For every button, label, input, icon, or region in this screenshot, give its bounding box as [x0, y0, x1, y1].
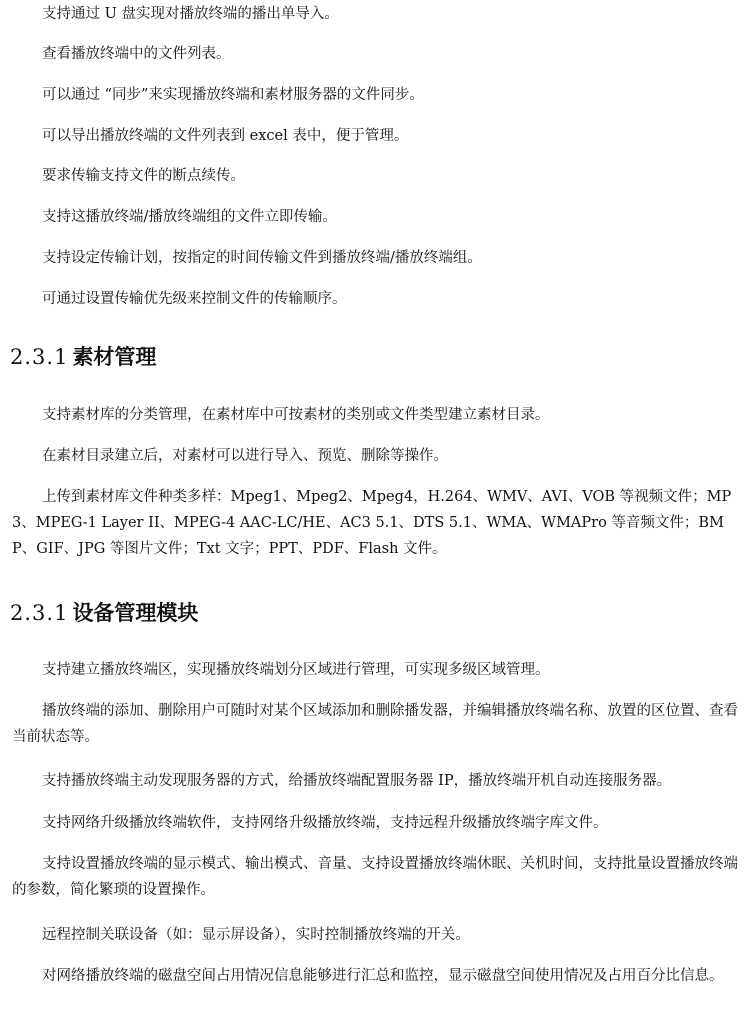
intro-paragraph: 可以通过 “同步”来实现播放终端和素材服务器的文件同步。 [42, 87, 424, 103]
intro-paragraph: 支持这播放终端/播放终端组的文件立即传输。 [42, 209, 337, 225]
intro-paragraph: 可以导出播放终端的文件列表到 excel 表中，便于管理。 [42, 128, 409, 144]
section-heading-device [10, 598, 198, 628]
section-paragraph: 支持素材库的分类管理，在素材库中可按素材的类别或文件类型建立素材目录。 [42, 407, 550, 423]
section-paragraph: 上传到素材库文件种类多样：Mpeg1、Mpeg2、Mpeg4，H.264、WMV、AVI、VOB 等视频文件；MP3、MPEG-1 Layer II、MPEG-4 AAC-LC/HE、AC3 5.1、DTS 5.1、WMA、WMAPro 等音频文件；BMP、GIF、JPG 等图片文件；Txt 文字；PPT、PDF、Flash 文件。 [12, 489, 732, 557]
section-paragraph: 支持设置播放终端的显示模式、输出模式、音量、支持设置播放终端休眠、关机时间，支持批量设置播放终端的参数，简化繁琐的设置操作。 [12, 856, 738, 898]
section-paragraph: 支持播放终端主动发现服务器的方式，给播放终端配置服务器 IP，播放终端开机自动连接服务器。 [42, 773, 672, 789]
section-paragraph: 对网络播放终端的磁盘空间占用情况信息能够进行汇总和监控，显示磁盘空间使用情况及占用百分比信息。 [42, 968, 724, 984]
section-paragraph: 远程控制关联设备（如：显示屏设备），实时控制播放终端的开关。 [42, 927, 470, 943]
section-heading-material [10, 342, 156, 372]
section-paragraph: 在素材目录建立后，对素材可以进行导入、预览、删除等操作。 [42, 448, 448, 464]
intro-paragraph: 支持通过 U 盘实现对播放终端的播出单导入。 [42, 6, 339, 22]
intro-paragraph: 支持设定传输计划，按指定的时间传输文件到播放终端/播放终端组。 [42, 250, 482, 266]
section-title: 设备管理模块 [72, 600, 199, 625]
section-number: 2.3.1 [10, 345, 69, 369]
section-title: 素材管理 [72, 344, 157, 369]
intro-paragraph: 可通过设置传输优先级来控制文件的传输顺序。 [42, 291, 347, 307]
section-paragraph: 播放终端的添加、删除用户可随时对某个区域添加和删除播发器，并编辑播放终端名称、放置的区位置、查看当前状态等。 [12, 703, 738, 745]
section-number: 2.3.1 [10, 601, 69, 625]
intro-paragraph: 查看播放终端中的文件列表。 [42, 46, 231, 62]
intro-paragraph: 要求传输支持文件的断点续传。 [42, 168, 245, 184]
section-paragraph: 支持建立播放终端区，实现播放终端划分区域进行管理，可实现多级区域管理。 [42, 662, 550, 678]
section-paragraph: 支持网络升级播放终端软件，支持网络升级播放终端，支持远程升级播放终端字库文件。 [42, 815, 608, 831]
